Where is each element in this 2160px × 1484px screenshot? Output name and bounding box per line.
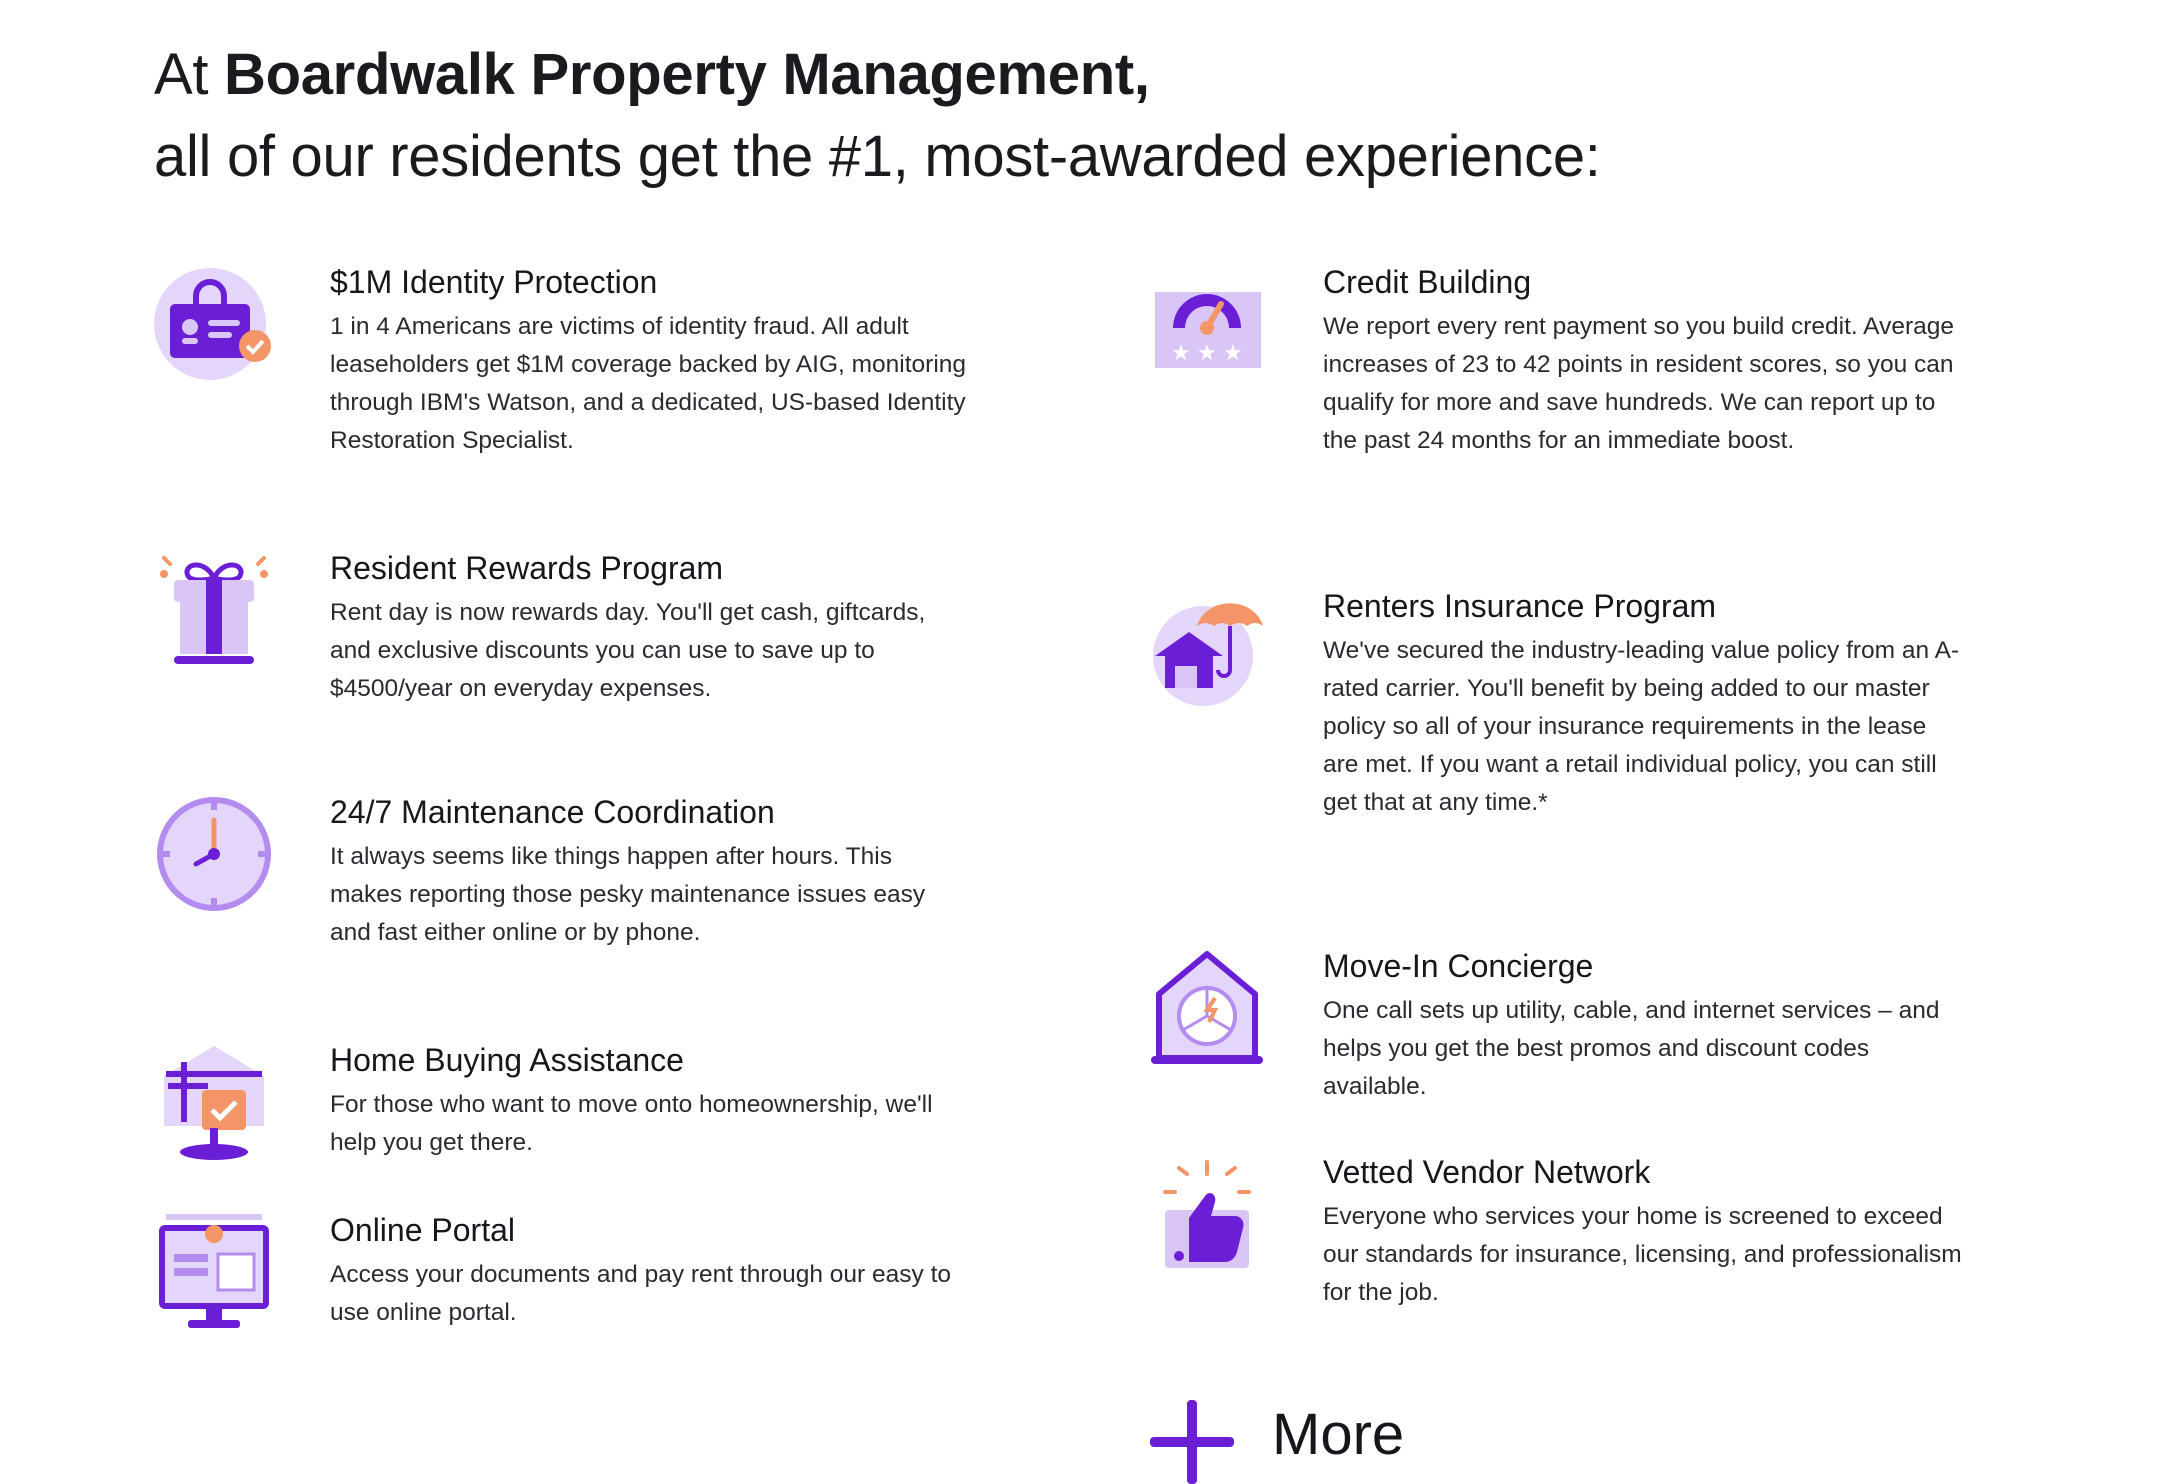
svg-text:★: ★ [1171, 341, 1191, 366]
feature-description: Everyone who services your home is screened to exceed our standards for insurance, licensing, and professionalism for the job. [1323, 1203, 1962, 1306]
monitor-icon [152, 1210, 276, 1334]
company-name: Boardwalk Property Management, [224, 42, 1150, 107]
feature-title: Credit Building [1323, 264, 1532, 300]
feature-description: We report every rent payment so you build credit. Average increases of 23 to 42 points in resident scores, so you can qualify for more and save hundreds. We can report up to the past 24 months for an immediate boost. [1323, 313, 1954, 454]
feature-identity-protection [330, 262, 970, 460]
umbrella-house-icon [1145, 586, 1269, 710]
id-card-lock-icon [152, 262, 276, 386]
feature-home-buying [330, 1040, 970, 1162]
feature-title: Renters Insurance Program [1323, 588, 1717, 624]
feature-description: One call sets up utility, cable, and internet services – and helps you get the best promos and discount codes available. [1323, 997, 1940, 1100]
thumbs-up-icon [1145, 1152, 1269, 1276]
feature-title: Resident Rewards Program [330, 550, 724, 586]
feature-description: It always seems like things happen after hours. This makes reporting those pesky maintenance issues easy and fast either online or by phone. [330, 843, 926, 946]
feature-description: For those who want to move onto homeownership, we'll help you get there. [330, 1091, 933, 1156]
headline-line2: all of our residents get the #1, most-awarded experience: [154, 124, 1601, 189]
feature-description: Access your documents and pay rent through our easy to use online portal. [330, 1261, 952, 1326]
feature-move-in-concierge [1323, 946, 1963, 1106]
credit-gauge-icon [1145, 262, 1269, 386]
page-headline [154, 34, 1601, 198]
feature-title: 24/7 Maintenance Coordination [330, 794, 775, 830]
house-check-icon [152, 1040, 276, 1164]
house-utilities-icon [1145, 946, 1269, 1070]
feature-description: Rent day is now rewards day. You'll get cash, giftcards, and exclusive discounts you can use to save up to $4500/year on everyday expenses. [330, 599, 926, 702]
clock-icon [152, 792, 276, 916]
feature-online-portal [330, 1210, 970, 1332]
feature-title: $1M Identity Protection [330, 264, 658, 300]
feature-title: Home Buying Assistance [330, 1042, 684, 1078]
more-link[interactable] [1150, 1400, 1404, 1484]
feature-renters-insurance [1323, 586, 1963, 822]
more-label: More [1272, 1402, 1405, 1467]
feature-credit-building [1171, 262, 1963, 460]
svg-text:★: ★ [1197, 341, 1217, 366]
feature-title: Vetted Vendor Network [1323, 1154, 1651, 1190]
feature-title: Online Portal [330, 1212, 515, 1248]
feature-title: Move-In Concierge [1323, 948, 1594, 984]
plus-icon [1150, 1400, 1234, 1484]
feature-description: We've secured the industry-leading value policy from an A-rated carrier. You'll benefit by being added to our master policy so all of your insurance requirements in the lease are met. If you want a retail individual policy, you can still get that at any time.* [1323, 637, 1960, 816]
headline-prefix: At [154, 42, 225, 107]
feature-description: 1 in 4 Americans are victims of identity fraud. All adult leaseholders get $1M coverage backed by AIG, monitoring through IBM's Watson, and a dedicated, US-based Identity Restoration Specialist. [330, 313, 967, 454]
feature-maintenance [330, 792, 970, 952]
feature-vetted-vendors [1323, 1152, 1963, 1312]
gift-icon [152, 548, 276, 672]
svg-text:★: ★ [1223, 341, 1243, 366]
feature-resident-rewards [330, 548, 970, 708]
